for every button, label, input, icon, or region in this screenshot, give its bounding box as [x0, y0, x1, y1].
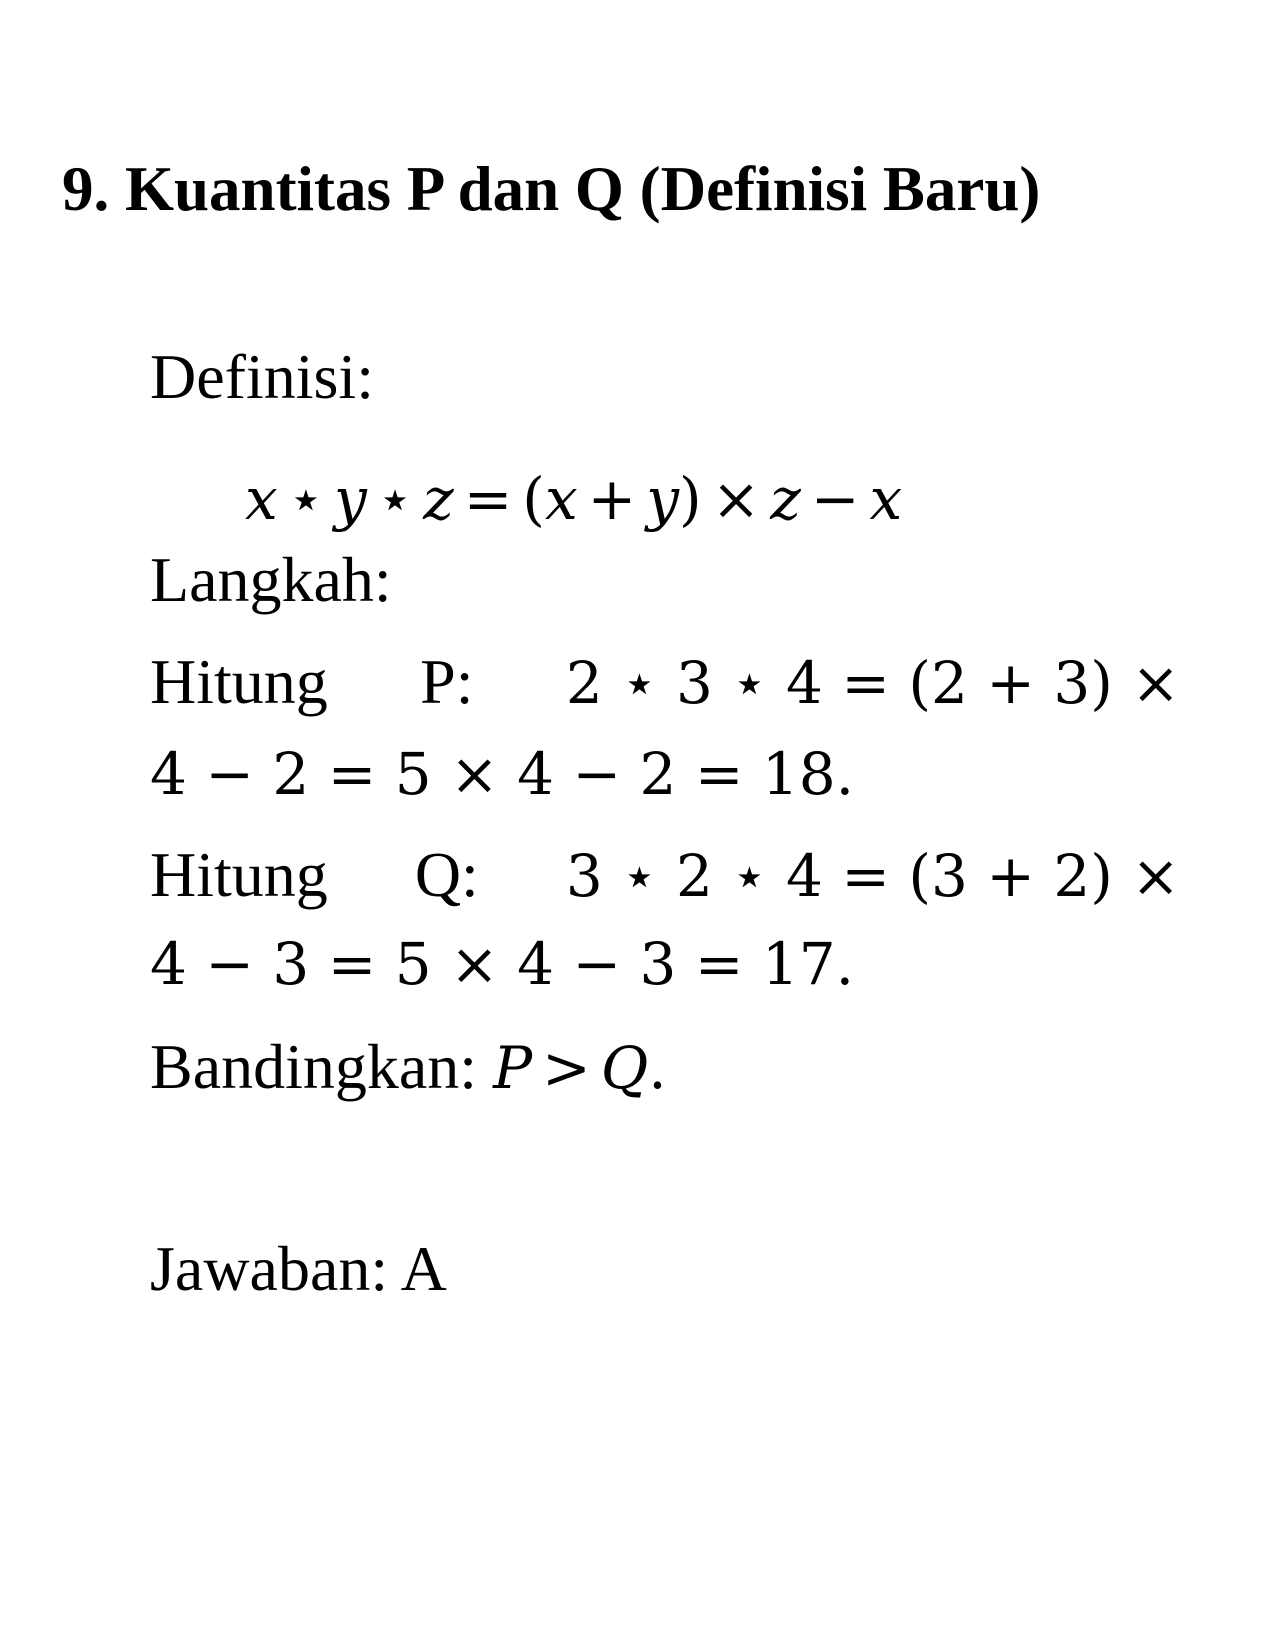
times-sign: ×	[711, 465, 761, 533]
definition-label: Definisi:	[150, 341, 374, 412]
problem-title: 9. Kuantitas P dan Q (Definisi Baru)	[62, 154, 1041, 224]
greater-than-sign: >	[542, 1034, 591, 1102]
plus-sign: +	[587, 465, 637, 533]
var-x: x	[869, 465, 903, 533]
step-p-expression-2: 4 − 2 = 5 × 4 − 2 = 18.	[150, 740, 855, 808]
left-paren: (	[522, 465, 545, 533]
var-z: z	[770, 465, 801, 533]
equals-sign: =	[463, 465, 513, 533]
comparison-label: Bandingkan:	[150, 1031, 478, 1102]
star-operator: ⋆	[376, 465, 414, 533]
var-x: x	[544, 465, 578, 533]
period: .	[648, 1034, 667, 1102]
step-q-expression-2: 4 − 3 = 5 × 4 − 3 = 17.	[150, 930, 855, 998]
step-q-line-1	[150, 839, 1180, 910]
comparison-line	[150, 1031, 667, 1102]
step-p-line-1	[150, 646, 1180, 717]
var-z: z	[423, 465, 454, 533]
var-q: Q	[600, 1034, 649, 1102]
step-p-var: P:	[420, 646, 474, 717]
var-p: P	[493, 1034, 533, 1102]
right-paren: )	[679, 465, 702, 533]
var-y: y	[646, 465, 680, 533]
step-p-expression-1: 2 ⋆ 3 ⋆ 4 = (2 + 3) ×	[565, 649, 1180, 717]
step-q-expression-1: 3 ⋆ 2 ⋆ 4 = (3 + 2) ×	[565, 842, 1180, 910]
star-operator: ⋆	[287, 465, 325, 533]
step-q-var: Q:	[414, 839, 479, 910]
step-p-label: Hitung	[150, 646, 328, 717]
minus-sign: −	[810, 465, 860, 533]
var-x: x	[245, 465, 278, 533]
var-y: y	[334, 465, 367, 533]
definition-equation	[245, 465, 903, 533]
steps-label: Langkah:	[150, 544, 392, 615]
comparison-expression	[493, 1034, 667, 1102]
step-q-label: Hitung	[150, 839, 328, 910]
answer-line: Jawaban: A	[150, 1233, 447, 1304]
